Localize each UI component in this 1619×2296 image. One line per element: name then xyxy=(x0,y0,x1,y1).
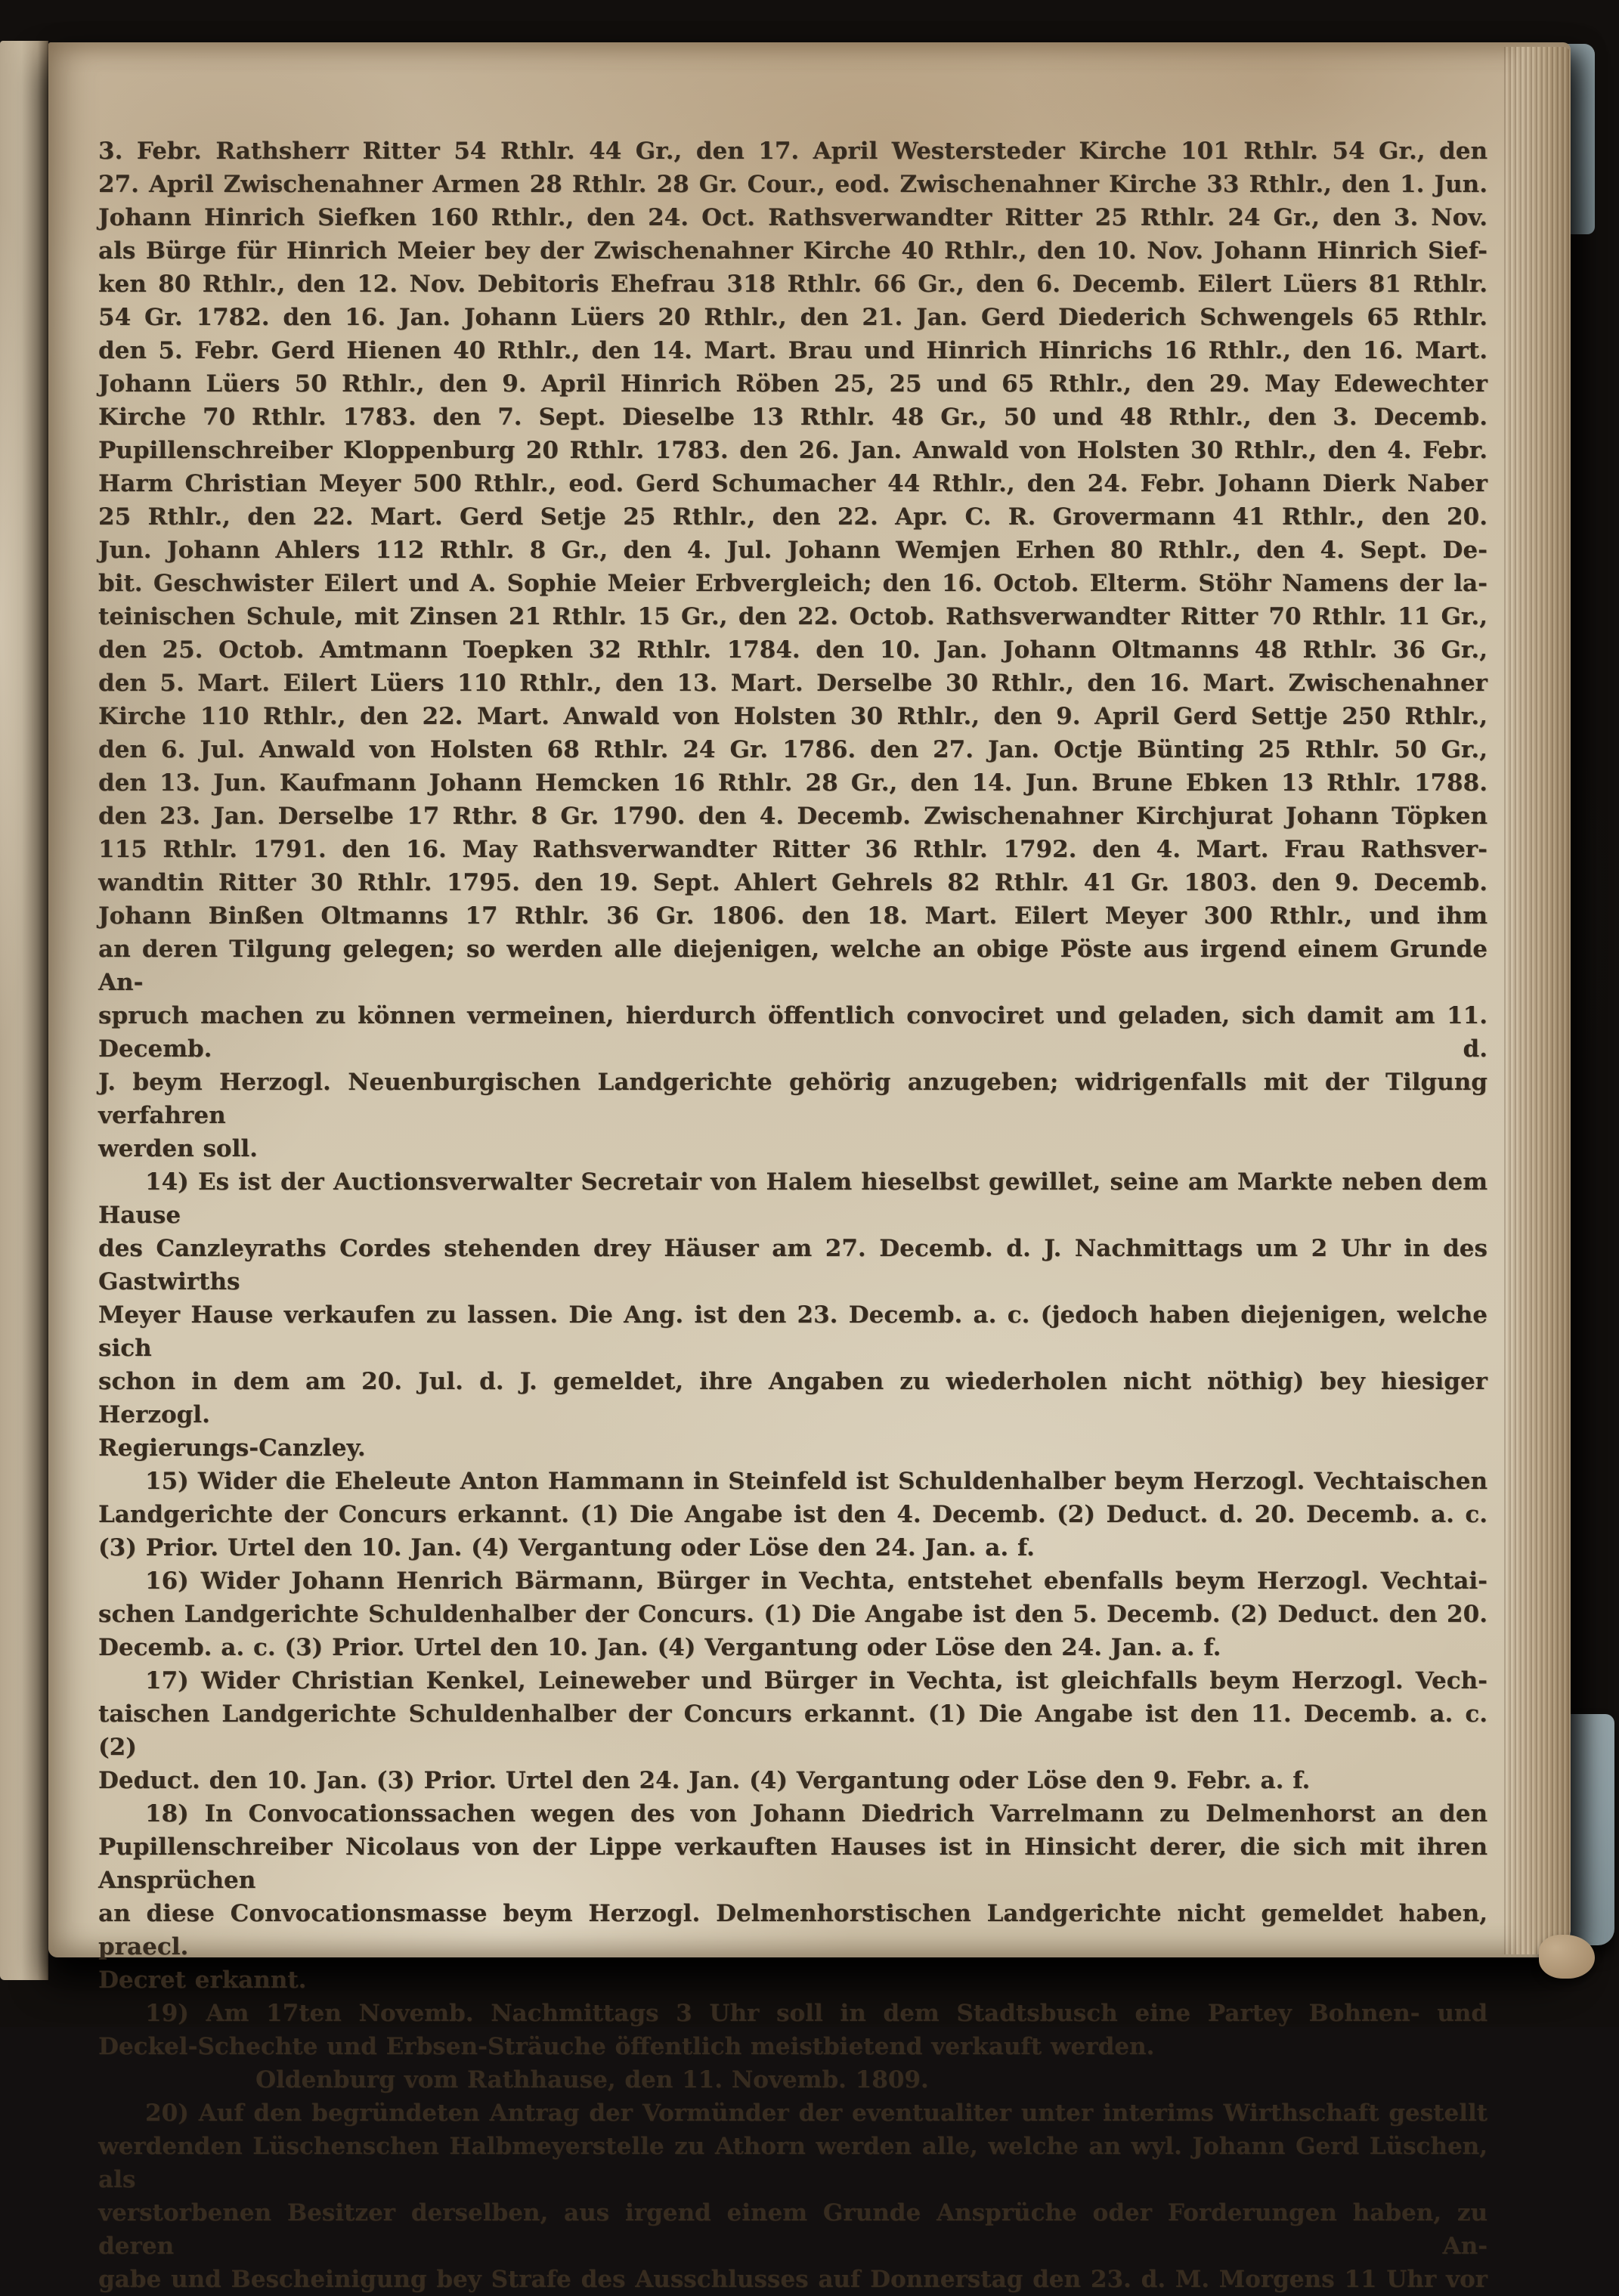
text-line: Kirche 110 Rthlr., den 22. Mart. Anwald von Holsten 30 Rthlr., den 9. April Gerd Settje 250 Rthlr., xyxy=(98,703,1487,730)
text-line: 27. April Zwischenahner Armen 28 Rthlr. 28 Gr. Cour., eod. Zwischenahner Kirche 33 Rthlr., den 1. Jun. xyxy=(98,171,1487,198)
text-line: wandtin Ritter 30 Rthlr. 1795. den 19. Sept. Ahlert Gehrels 82 Rthlr. 41 Gr. 1803. den 9. Decemb. xyxy=(98,869,1487,896)
text-line: den 6. Jul. Anwald von Holsten 68 Rthlr. 24 Gr. 1786. den 27. Jan. Octje Bünting 25 Rthlr. 50 Gr., xyxy=(98,736,1487,763)
text-column xyxy=(98,135,1487,2296)
text-line: schen Landgerichte Schuldenhalber der Concurs. (1) Die Angabe ist den 5. Decemb. (2) Deduct. den 20. xyxy=(98,1601,1487,1628)
text-line: Johann Lüers 50 Rthlr., den 9. April Hinrich Röben 25, 25 und 65 Rthlr., den 29. May Edewechter xyxy=(98,370,1487,398)
text-line: den 25. Octob. Amtmann Toepken 32 Rthlr. 1784. den 10. Jan. Johann Oltmanns 48 Rthlr. 36 Gr., xyxy=(98,636,1487,664)
text-line: 18) In Convocationssachen wegen des von Johann Diedrich Varrelmann zu Delmenhorst an den xyxy=(145,1800,1487,1827)
text-line: 16) Wider Johann Henrich Bärmann, Bürger in Vechta, entstehet ebenfalls beym Herzogl. Vechtai- xyxy=(145,1567,1487,1595)
text-line: bit. Geschwister Eilert und A. Sophie Meier Erbvergleich; den 16. Octob. Elterm. Stöhr Namens der la- xyxy=(98,570,1487,597)
text-line: an diese Convocationsmasse beym Herzogl. Delmenhorstischen Landgerichte nicht gemeldet haben, praecl. xyxy=(98,1900,1487,1960)
text-line: Landgerichte der Concurs erkannt. (1) Die Angabe ist den 4. Decemb. (2) Deduct. d. 20. Decemb. a. c. xyxy=(98,1501,1487,1528)
text-line: 14) Es ist der Auctionsverwalter Secretair von Halem hieselbst gewillet, seine am Markte neben dem Hause xyxy=(98,1168,1487,1229)
text-line: Pupillenschreiber Nicolaus von der Lippe verkauften Hauses ist in Hinsicht derer, die sich mit ihren Ansprüchen xyxy=(98,1833,1487,1894)
text-line: verstorbenen Besitzer derselben, aus irgend einem Grunde Ansprüche oder Forderungen haben, zu deren An- xyxy=(98,2199,1487,2260)
text-line: Decret erkannt. xyxy=(98,1966,307,1994)
text-line: werdenden Lüschenschen Halbmeyerstelle zu Athorn werden alle, welche an wyl. Johann Gerd Lüschen, als xyxy=(98,2133,1487,2193)
text-line: des Canzleyraths Cordes stehenden drey Häuser am 27. Decemb. d. J. Nachmittags um 2 Uhr in des Gastwirths xyxy=(98,1235,1487,1295)
text-line: Deduct. den 10. Jan. (3) Prior. Urtel den 24. Jan. (4) Vergantung oder Löse den 9. Febr. a. f. xyxy=(98,1767,1311,1794)
text-line: ken 80 Rthlr., den 12. Nov. Debitoris Ehefrau 318 Rthlr. 66 Gr., den 6. Decemb. Eilert Lüers 81 Rthlr. xyxy=(98,271,1487,298)
torn-corner-fragment xyxy=(1539,1935,1595,1979)
text-line: den 13. Jun. Kaufmann Johann Hemcken 16 Rthlr. 28 Gr., den 14. Jun. Brune Ebken 13 Rthlr. 1788. xyxy=(98,769,1487,797)
text-line: taischen Landgerichte Schuldenhalber der Concurs erkannt. (1) Die Angabe ist den 11. Decemb. a. c. (2) xyxy=(98,1700,1487,1761)
text-line: 19) Am 17ten Novemb. Nachmittags 3 Uhr soll in dem Stadtsbusch eine Partey Bohnen- und xyxy=(145,2000,1487,2027)
text-line: (3) Prior. Urtel den 10. Jan. (4) Vergantung oder Löse den 24. Jan. a. f. xyxy=(98,1534,1035,1561)
text-line: Kirche 70 Rthlr. 1783. den 7. Sept. Dieselbe 13 Rthlr. 48 Gr., 50 und 48 Rthlr., den 3. Decemb. xyxy=(98,404,1487,431)
text-line: spruch machen zu können vermeinen, hierdurch öffentlich convociret und geladen, sich damit am 11. Decemb. d. xyxy=(98,1002,1487,1063)
text-line: werden soll. xyxy=(98,1135,258,1162)
text-line: 17) Wider Christian Kenkel, Leineweber und Bürger in Vechta, ist gleichfalls beym Herzogl. Vech- xyxy=(145,1667,1487,1694)
text-line: 25 Rthlr., den 22. Mart. Gerd Setje 25 Rthlr., den 22. Apr. C. R. Grovermann 41 Rthlr., den 20. xyxy=(98,503,1487,531)
text-line: 115 Rthlr. 1791. den 16. May Rathsverwandter Ritter 36 Rthlr. 1792. den 4. Mart. Frau Rathsver- xyxy=(98,836,1487,863)
text-line: Pupillenschreiber Kloppenburg 20 Rthlr. 1783. den 26. Jan. Anwald von Holsten 30 Rthlr., den 4. Febr. xyxy=(98,437,1487,464)
text-line: schon in dem am 20. Jul. d. J. gemeldet, ihre Angaben zu wiederholen nicht nöthig) bey hiesiger Herzogl. xyxy=(98,1368,1487,1428)
text-line: an deren Tilgung gelegen; so werden alle diejenigen, welche an obige Pöste aus irgend einem Grunde An- xyxy=(98,936,1487,996)
text-line: den 23. Jan. Derselbe 17 Rthr. 8 Gr. 1790. den 4. Decemb. Zwischenahner Kirchjurat Johann Töpken xyxy=(98,803,1487,830)
text-line: Jun. Johann Ahlers 112 Rthlr. 8 Gr., den 4. Jul. Johann Wemjen Erhen 80 Rthlr., den 4. Sept. De- xyxy=(98,537,1487,564)
text-line: teinischen Schule, mit Zinsen 21 Rthlr. 15 Gr., den 22. Octob. Rathsverwandter Ritter 70 Rthlr. 11 Gr., xyxy=(98,603,1487,630)
text-line: den 5. Febr. Gerd Hienen 40 Rthlr., den 14. Mart. Brau und Hinrich Hinrichs 16 Rthlr., den 16. Mart. xyxy=(98,337,1487,364)
text-line: Decemb. a. c. (3) Prior. Urtel den 10. Jan. (4) Vergantung oder Löse den 24. Jan. a. f. xyxy=(98,1634,1221,1661)
text-line: Meyer Hause verkaufen zu lassen. Die Ang. ist den 23. Decemb. a. c. (jedoch haben diejenigen, welche sich xyxy=(98,1301,1487,1362)
text-line: 20) Auf den begründeten Antrag der Vormünder der eventualiter unter interims Wirthschaft gestellt xyxy=(145,2100,1487,2127)
text-line: als Bürge für Hinrich Meier bey der Zwischenahner Kirche 40 Rthlr., den 10. Nov. Johann Hinrich Sief- xyxy=(98,237,1487,265)
stacked-page-edges xyxy=(1504,47,1571,1954)
book-page xyxy=(48,42,1571,2293)
text-line: gabe und Bescheinigung bey Strafe des Ausschlusses auf Donnerstag den 23. d. M. Morgens 11 Uhr vor xyxy=(98,2266,1487,2293)
opposite-page-edge xyxy=(0,41,48,1980)
text-line: 54 Gr. 1782. den 16. Jan. Johann Lüers 20 Rthlr., den 21. Jan. Gerd Diederich Schwengels 65 Rthlr. xyxy=(98,304,1487,331)
text-line: Regierungs-Canzley. xyxy=(98,1434,366,1462)
text-line: Johann Binßen Oltmanns 17 Rthlr. 36 Gr. 1806. den 18. Mart. Eilert Meyer 300 Rthlr., und ihm xyxy=(98,902,1487,930)
text-line: 3. Febr. Rathsherr Ritter 54 Rthlr. 44 Gr., den 17. April Westersteder Kirche 101 Rthlr. 54 Gr., den xyxy=(98,138,1487,165)
text-line: Harm Christian Meyer 500 Rthlr., eod. Gerd Schumacher 44 Rthlr., den 24. Febr. Johann Dierk Naber xyxy=(98,470,1487,497)
text-line: Johann Hinrich Siefken 160 Rthlr., den 24. Oct. Rathsverwandter Ritter 25 Rthlr. 24 Gr., den 3. Nov. xyxy=(98,204,1487,231)
text-line: J. beym Herzogl. Neuenburgischen Landgerichte gehörig anzugeben; widrigenfalls mit der Tilgung verfahren xyxy=(98,1069,1487,1129)
text-line: den 5. Mart. Eilert Lüers 110 Rthlr., den 13. Mart. Derselbe 30 Rthlr., den 16. Mart. Zwischenahner xyxy=(98,670,1487,697)
text-line: 15) Wider die Eheleute Anton Hammann in Steinfeld ist Schuldenhalber beym Herzogl. Vechtaischen xyxy=(145,1468,1487,1495)
text-line: Oldenburg vom Rathhause, den 11. Novemb. 1809. xyxy=(255,2066,929,2093)
text-line: Deckel-Schechte und Erbsen-Sträuche öffentlich meistbietend verkauft werden. xyxy=(98,2033,1155,2060)
